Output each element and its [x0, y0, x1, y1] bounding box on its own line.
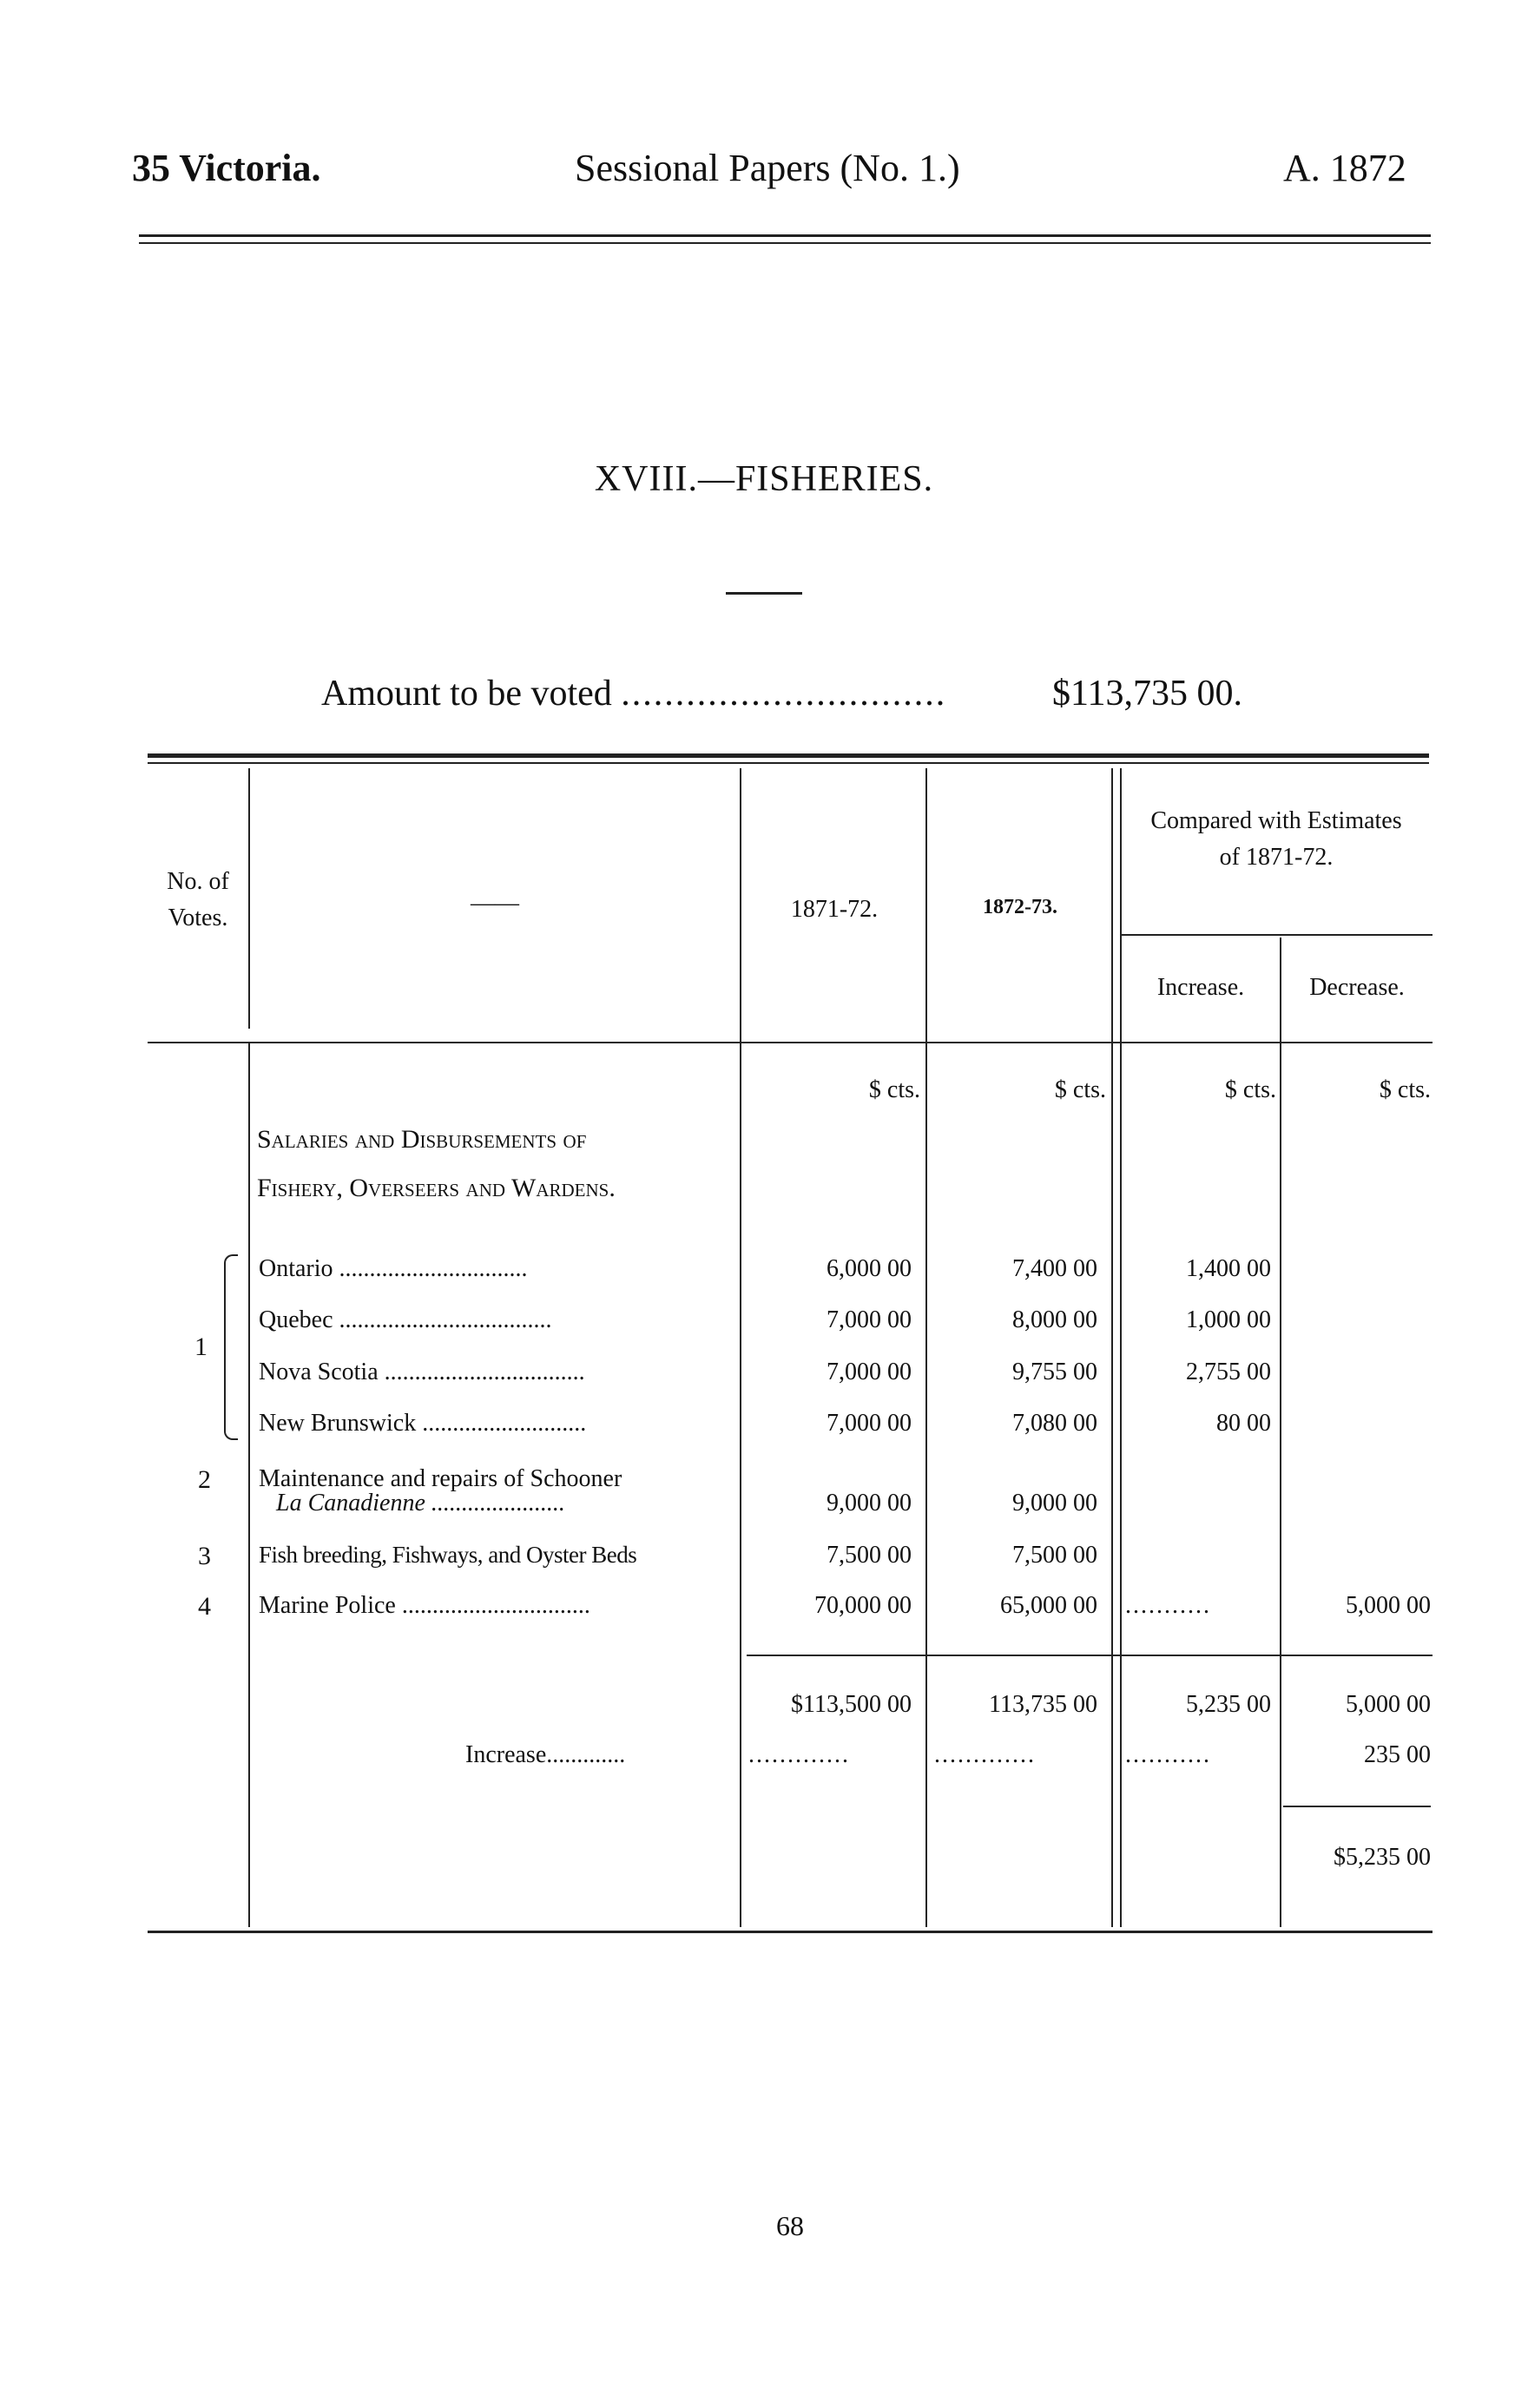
- header-right: A. 1872: [1283, 147, 1406, 189]
- row-1872: 8,000 00: [1012, 1306, 1097, 1333]
- row-1872: 9,755 00: [1012, 1359, 1097, 1385]
- page-number: 68: [776, 2210, 804, 2241]
- row-increase: 1,000 00: [1186, 1306, 1271, 1333]
- header-center: Sessional Papers (No. 1.): [575, 147, 960, 189]
- col-header-decrease: Decrease.: [1309, 974, 1405, 1001]
- row-1871: 6,000 00: [827, 1255, 912, 1282]
- row-1872: 9,000 00: [1012, 1490, 1097, 1517]
- row-vote: 2: [198, 1465, 211, 1494]
- col-header-1872: 1872-73.: [983, 896, 1057, 918]
- unit-1872: $ cts.: [1054, 1076, 1106, 1103]
- increase-label: Increase.............: [465, 1741, 626, 1768]
- total-1872: 113,735 00: [989, 1691, 1097, 1718]
- row-1871: 7,500 00: [827, 1542, 912, 1569]
- header-rule: [139, 234, 1431, 237]
- header-rule-2: [139, 242, 1431, 244]
- row-1872: 65,000 00: [1000, 1592, 1097, 1619]
- row-1872: 7,500 00: [1012, 1542, 1097, 1569]
- row-item: Fish breeding, Fishways, and Oyster Beds: [259, 1542, 637, 1568]
- row-vote: 1: [194, 1332, 207, 1361]
- section-title: XVIII.—FISHERIES.: [594, 459, 934, 499]
- unit-1871: $ cts.: [868, 1076, 920, 1103]
- amount-value: $113,735 00.: [1052, 674, 1242, 714]
- row-item: Ontario ...............................: [259, 1255, 528, 1282]
- col-header-votes: No. of Votes.: [167, 868, 229, 931]
- row-vote: 3: [198, 1542, 211, 1570]
- unit-increase: $ cts.: [1224, 1076, 1276, 1103]
- row-item: Nova Scotia .................................: [259, 1359, 585, 1385]
- increase-decrease: 235 00: [1364, 1741, 1431, 1768]
- row-item: New Brunswick ...........................: [259, 1410, 587, 1437]
- row-increase: 80 00: [1216, 1410, 1271, 1437]
- total-increase: 5,235 00: [1186, 1691, 1271, 1718]
- title-dash: [726, 592, 802, 595]
- col-header-compared: Compared with Estimates of 1871-72.: [1150, 807, 1402, 871]
- row-item: Marine Police ...............................: [259, 1592, 590, 1619]
- row-1871: 7,000 00: [827, 1410, 912, 1437]
- row-decrease: 5,000 00: [1346, 1592, 1431, 1619]
- total-1871: $113,500 00: [791, 1691, 912, 1718]
- vote-brace: [224, 1254, 238, 1440]
- row-item-italic: La Canadienne ......................: [276, 1490, 565, 1517]
- section-heading-1: Salaries and Disbursements of: [257, 1125, 587, 1154]
- row-1871: 7,000 00: [827, 1359, 912, 1385]
- row-increase: 2,755 00: [1186, 1359, 1271, 1385]
- row-increase-dots: ...........: [1125, 1592, 1211, 1619]
- row-1872: 7,400 00: [1012, 1255, 1097, 1282]
- row-item: Quebec ...................................: [259, 1306, 552, 1333]
- row-item: Maintenance and repairs of Schooner: [259, 1465, 622, 1492]
- row-increase: 1,400 00: [1186, 1255, 1271, 1282]
- total-decrease: 5,000 00: [1346, 1691, 1431, 1718]
- row-1871: 70,000 00: [814, 1592, 912, 1619]
- col-header-1871: 1871-72.: [790, 896, 879, 923]
- final-total: $5,235 00: [1334, 1844, 1431, 1871]
- section-heading-2: Fishery, Overseers and Wardens.: [257, 1174, 616, 1202]
- row-vote: 4: [198, 1592, 211, 1621]
- row-1871: 9,000 00: [827, 1490, 912, 1517]
- row-1871: 7,000 00: [827, 1306, 912, 1333]
- header-left: 35 Victoria.: [132, 147, 321, 189]
- amount-label: Amount to be voted ..............................: [321, 674, 947, 714]
- row-1872: 7,080 00: [1012, 1410, 1097, 1437]
- unit-decrease: $ cts.: [1379, 1076, 1431, 1103]
- col-header-increase: Increase.: [1156, 974, 1245, 1001]
- col-header-item: ——: [471, 890, 519, 917]
